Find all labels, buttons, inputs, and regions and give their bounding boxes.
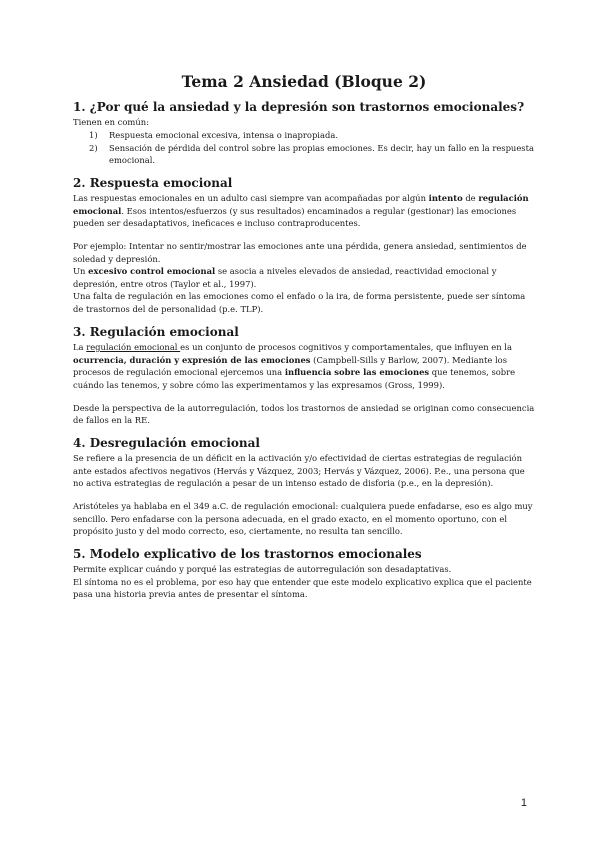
section-2-heading: 2. Respuesta emocional	[73, 175, 233, 190]
section-1-list	[73, 129, 535, 167]
text-run: La	[73, 342, 87, 353]
document-title: Tema 2 Ansiedad (Bloque 2)	[181, 72, 427, 91]
list-item-text: Sensación de pérdida del control sobre las propias emociones. Es decir, hay un fallo en la respuesta emocional.	[109, 142, 534, 166]
list-item	[73, 142, 535, 167]
section-4-paragraph-2: Aristóteles ya hablaba en el 349 a.C. de regulación emocional: cualquiera puede enfadarse, eso es algo muy sencillo. Pero enfadarse con la persona adecuada, en el grado exacto, en el momento oportuno, con el propósito justo y del modo correcto, eso, ciertamente, no resulta tan sencillo.	[73, 500, 533, 537]
section-5-heading: 5. Modelo explicativo de los trastornos emocionales	[73, 546, 422, 561]
section-1-intro: Tienen en común:	[73, 117, 149, 128]
text-run: que tenemos, sobre cuándo las tenemos, y sobre cómo las experimentamos y las expresamos (Gross, 1999).	[73, 367, 516, 390]
text-run: . Esos intentos/esfuerzos (y sus resultados) encaminados a regular (gestionar) las emociones pueden ser desadaptativos, ineficaces e incluso contraproducentes.	[73, 205, 517, 229]
list-item-number: 2)	[89, 142, 98, 153]
list-item-number: 1)	[89, 130, 98, 140]
section-3-paragraph-2: Desde la perspectiva de la autorregulación, todos los trastornos de ansiedad se originan como consecuencia de fallos en la RE.	[73, 402, 535, 426]
section-2-paragraph-3	[73, 265, 535, 290]
bold-text: regulación emocional	[73, 193, 529, 216]
text-run: es un conjunto de procesos cognitivos y comportamentales, que influyen en la	[180, 342, 512, 353]
document-page	[73, 72, 535, 601]
section-2-paragraph-4: Una falta de regulación en las emociones como el enfado o la ira, de forma persistente, puede ser síntoma de trastornos del de personalidad (p.e. TLP).	[73, 291, 526, 315]
text-run: (Campbell-Sills y Barlow, 2007). Mediante los procesos de regulación emocional ejercemos una	[73, 354, 508, 378]
bold-text: ocurrencia, duración y expresión de las emociones	[73, 354, 311, 365]
section-3-heading: 3. Regulación emocional	[73, 324, 239, 339]
bold-text: influencia sobre las emociones	[284, 367, 430, 378]
section-1-heading: 1. ¿Por qué la ansiedad y la depresión son trastornos emocionales?	[73, 100, 525, 114]
section-3-paragraph-1	[73, 341, 535, 391]
page-number: 1	[520, 797, 527, 809]
bold-text: intento	[428, 193, 463, 204]
underlined-text: regulación emocional	[86, 342, 181, 353]
section-4-paragraph-1: Se refiere a la presencia de un déficit en la activación y/o efectividad de ciertas estrategias de regulación ante estados afectivos negativos (Hervás y Vázquez, 2003; Hervás y Vázquez, 2006). P.e., una persona que no activa estrategias de regulación a pesar de un intenso estado de disforia (p.e., en la depresión).	[73, 453, 525, 489]
section-5-paragraph-1: Permite explicar cuándo y porqué las estrategias de autorregulación son desadaptativas.	[73, 564, 452, 575]
list-item-text: Respuesta emocional excesiva, intensa o inapropiada.	[109, 130, 338, 140]
text-run: se asocia a niveles elevados de ansiedad, reactividad emocional y depresión, entre otros (Taylor et al., 1997).	[73, 266, 497, 289]
text-run: Un	[73, 266, 89, 277]
bold-text: excesivo control emocional	[88, 266, 216, 277]
text-run: Las respuestas emocionales en un adulto casi siempre van acompañadas por algún	[73, 193, 429, 204]
list-item	[73, 129, 535, 142]
section-2-paragraph-2: Por ejemplo: Intentar no sentir/mostrar las emociones ante una pérdida, genera ansiedad, sentimientos de soledad y depresión.	[73, 241, 527, 264]
section-5-paragraph-2: El síntoma no es el problema, por eso hay que entender que este modelo explicativo explica que el paciente pasa una historia previa antes de presentar el síntoma.	[73, 576, 532, 600]
section-4-heading: 4. Desregulación emocional	[73, 435, 260, 450]
text-run: de	[462, 193, 479, 204]
section-2-paragraph-1	[73, 192, 535, 230]
